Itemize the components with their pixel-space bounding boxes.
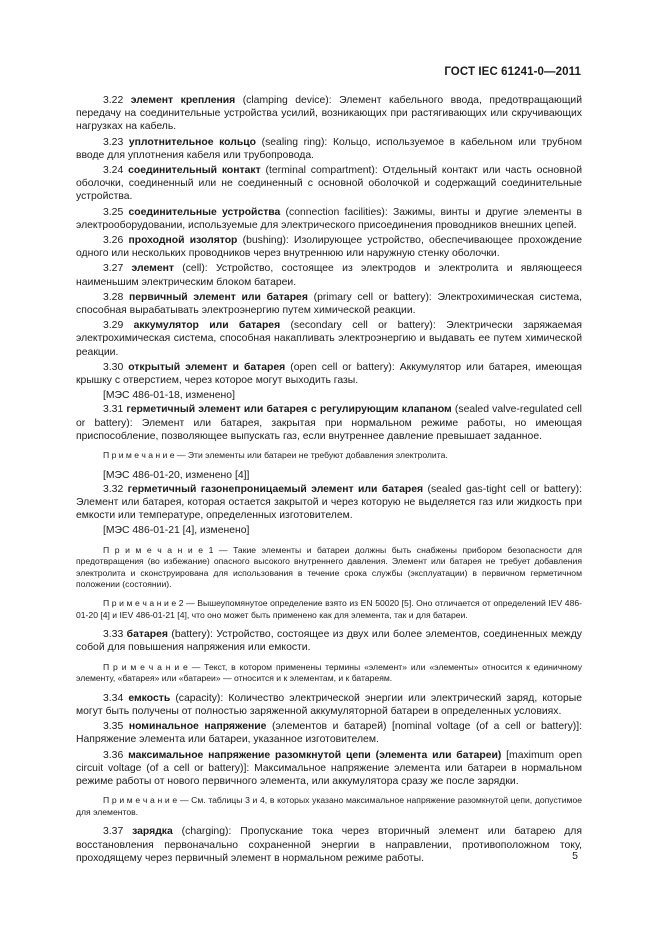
note-3-32-1: П р и м е ч а н и е 1 — Такие элементы и батареи должны быть снабжены прибором безопасности для предотвращения (во избежание) опасного высокого внутреннего давления. Элемент или батарея не требует добавления электролита и сконструирована для использования в течение срока службы (эксплуатации) в первичном герметичном положении (состоянии). <box>76 544 582 590</box>
definition-3-27: 3.27 элемент (cell): Устройство, состоящее из электродов и электролита и являющееся наименьшим электрическим блоком батареи. <box>76 263 583 288</box>
definition-3-28: 3.28 первичный элемент или батарея (primary cell or battery): Электрохимическая система, способная вырабатывать электроэнергию путем химической реакции. <box>76 291 582 317</box>
definition-3-36: 3.36 максимальное напряжение разомкнутой цепи (элемента или батареи) [maximum open circuit voltage (of a cell or battery)]: Максимальное напряжение элемента или батареи в нормальном режиме работы от нового первичного элемента, или аккумулятора сразу же после зарядки. <box>76 749 582 788</box>
definition-3-22: 3.22 элемент крепления (clamping device): Элемент кабельного ввода, предотвращающий передачу на соединительные устройства усилий, возникающих при растягивающих или скручивающих нагрузках на кабель. <box>76 95 583 133</box>
definition-3-29: 3.29 аккумулятор или батарея (secondary cell or battery): Электрически заряжаемая электрохимическая система, способная накапливать электроэнергию и выдавать ее путем химической реакции. <box>76 320 582 358</box>
definition-3-23: 3.23 уплотнительное кольцо (sealing ring): Кольцо, используемое в кабельном или трубном вводе для уплотнения кабеля или трубопровода. <box>76 136 583 161</box>
definition-3-26: 3.26 проходной изолятор (bushing): Изолирующее устройство, обеспечивающее прохождение одного или нескольких проводников через внутреннюю или наружную стенку оболочки. <box>76 235 583 260</box>
definition-3-33: 3.33 батарея (battery): Устройство, состоящее из двух или более элементов, соединенных между собой для повышения напряжения или емкости. <box>76 629 583 654</box>
note-3-33: П р и м е ч а н и е — Текст, в котором применены термины «элемент» или «элементы» относится к единичному элементу, «батарея» или «батареи» — относится и к элементам, и к батареям. <box>76 661 582 684</box>
definition-3-24: 3.24 соединительный контакт (terminal compartment): Отдельный контакт или часть основной оболочки, соединенный или не соединенный с основной оболочкой и содержащий соединительные устройства. <box>76 165 582 203</box>
note-3-32-2: П р и м е ч а н и е 2 — Вышеупомянутое определение взято из EN 50020 [5]. Оно отличается от определений IEV 486-01-20 [4] и IEV 486-01-21 [4], что оно может быть применено как для элемента, так и для батареи. <box>76 598 582 620</box>
definition-3-37: 3.37 зарядка (charging): Пропускание тока через вторичный элемент или батарею для восстановления первоначально сохраненной энергии в направлении, противоположном току, проходящему через первичный элемент в нормальном режиме работы. <box>76 826 582 864</box>
definition-3-30: 3.30 открытый элемент и батарея (open cell or battery): Аккумулятор или батарея, имеющая крышку с отверстием, через которое могут выходить газы. <box>76 361 582 387</box>
definition-3-31: 3.31 герметичный элемент или батарея с регулирующим клапаном (sealed valve-regulated cell or battery): Элемент или батарея, закрытая при нормальном режиме работы, но имеющая приспособление, позволяющее выпускать газ, если внутреннее давление превышает заданное. <box>76 404 582 442</box>
definition-3-25: 3.25 соединительные устройства (connection facilities): Зажимы, винты и другие элементы в электрооборудовании, используемые для электрического присоединения проводников внешних цепей. <box>76 206 582 231</box>
definition-3-34: 3.34 емкость (capacity): Количество электрической энергии или электрический заряд, которые могут быть получены от полностью заряженной аккумуляторной батареи в определенных условиях. <box>76 692 582 718</box>
definition-3-35: 3.35 номинальное напряжение (элементов и батарей) [nominal voltage (of a cell or battery)]: Напряжение элемента или батареи, указанное изготовителем. <box>76 721 582 746</box>
page-number: 5 <box>572 850 578 862</box>
document-body <box>76 94 582 867</box>
document-id-header: ГОСТ IEC 61241-0—2011 <box>444 66 581 78</box>
reference-mes-486-01-20: [МЭС 486-01-20, изменено [4]] <box>103 469 250 481</box>
definition-3-32: 3.32 герметичный газонепроницаемый элемент или батарея (sealed gas-tight cell or battery): Элемент или батарея, которая остается закрытой и через которую не выделяется газ или жидкость при емкости или температуре, определенных изготовителем. <box>76 483 583 522</box>
reference-mes-486-01-21: [МЭС 486-01-21 [4], изменено] <box>103 525 250 537</box>
note-3-31: П р и м е ч а н и е — Эти элементы или батареи не требуют добавления электролита. <box>103 450 448 461</box>
note-3-36: П р и м е ч а н и е — См. таблицы 3 и 4, в которых указано максимальное напряжение разомкнутой цепи, допустимое для элементов. <box>76 795 582 817</box>
reference-mes-486-01-18: [МЭС 486-01-18, изменено] <box>103 390 235 402</box>
